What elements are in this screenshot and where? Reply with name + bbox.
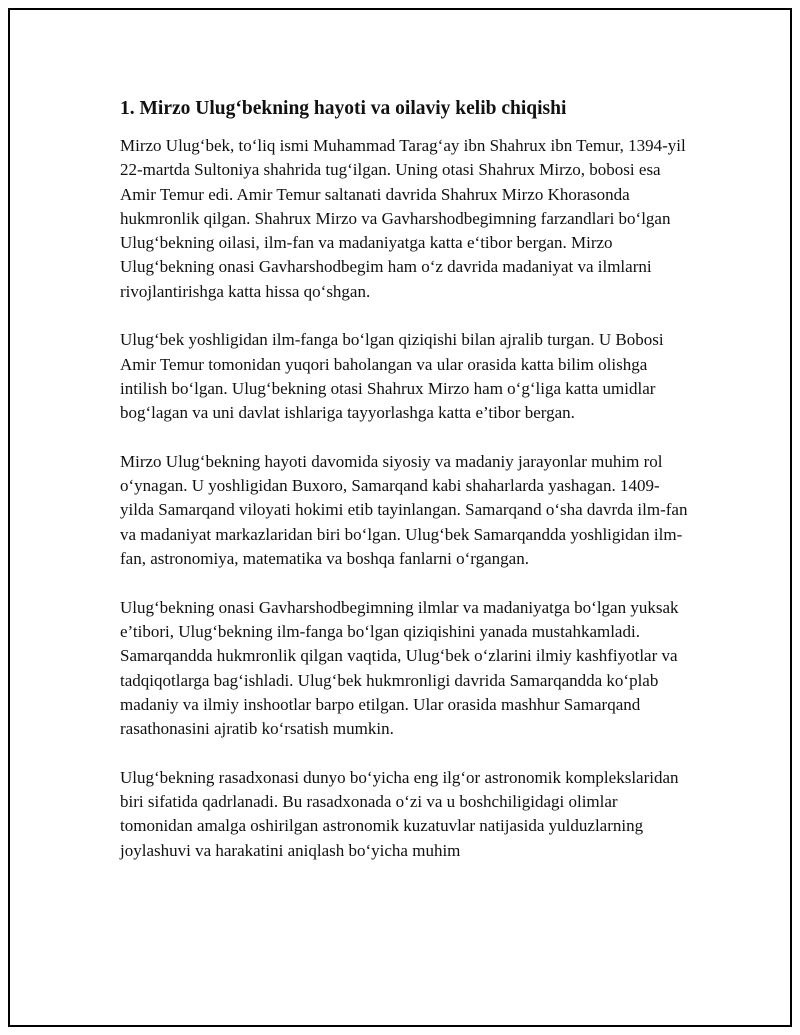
paragraph-5: Ulug‘bekning rasadxonasi dunyo bo‘yicha eng ilg‘or astronomik komplekslaridan biri sifatida qadrlanadi. Bu rasadxonada o‘zi va u boshchiligidagi olimlar tomonidan amalga oshirilgan astronomik kuzatuvlar natijasida yulduzlarning joylashuvi va harakatini aniqlash bo‘yicha muhim — [120, 767, 679, 860]
paragraph-4: Ulug‘bekning onasi Gavharshodbegimning ilmlar va madaniyatga bo‘lgan yuksak e’tibori, Ulug‘bekning ilm-fanga bo‘lgan qiziqishini yanada mustahkamladi. Samarqandda hukmronlik qilgan vaqtida, Ulug‘bek o‘zlarini ilmiy kashfiyotlar va tadqiqotlarga bag‘ishladi. Ulug‘bek hukmronligi davrida Samarqandda ko‘plab madaniy va ilmiy inshootlar barpo etilgan. Ular orasida mashhur Samarqand rasathonasini ajratib ko‘rsatish mumkin. — [120, 597, 679, 739]
page-border — [8, 8, 792, 1027]
section-heading: 1. Mirzo Ulug‘bekning hayoti va oilaviy kelib chiqishi — [120, 98, 567, 119]
paragraph-3: Mirzo Ulug‘bekning hayoti davomida siyosiy va madaniy jarayonlar muhim rol o‘ynagan. U yoshligidan Buxoro, Samarqand kabi shaharlarda yashagan. 1409-yilda Samarqand viloyati hokimi etib tayinlangan. Samarqand o‘sha davrda ilm-fan va madaniyat markazlaridan biri bo‘lgan. Ulug‘bek Samarqandda yoshligidan ilm-fan, astronomiya, matematika va boshqa fanlarni o‘rgangan. — [120, 451, 688, 569]
document-body — [120, 96, 690, 887]
paragraph-1: Mirzo Ulug‘bek, to‘liq ismi Muhammad Tarag‘ay ibn Shahrux ibn Temur, 1394-yil 22-martda Sultoniya shahrida tug‘ilgan. Uning otasi Shahrux Mirzo, bobosi esa Amir Temur edi. Amir Temur saltanati davrida Shahrux Mirzo Khorasonda hukmronlik qilgan. Shahrux Mirzo va Gavharshodbegimning farzandlari bo‘lgan Ulug‘bekning oilasi, ilm-fan va madaniyatga katta e‘tibor bergan. Mirzo Ulug‘bekning onasi Gavharshodbegim ham o‘z davrida madaniyat va ilmlarni rivojlantirishga katta hissa qo‘shgan. — [120, 136, 686, 301]
paragraph-2: Ulug‘bek yoshligidan ilm-fanga bo‘lgan qiziqishi bilan ajralib turgan. U Bobosi Amir Temur tomonidan yuqori baholangan va ular orasida katta bilim olishga intilish bo‘lgan. Ulug‘bekning otasi Shahrux Mirzo ham o‘g‘liga katta umidlar bog‘lagan va uni davlat ishlariga tayyorlashga katta e’tibor bergan. — [120, 330, 664, 423]
